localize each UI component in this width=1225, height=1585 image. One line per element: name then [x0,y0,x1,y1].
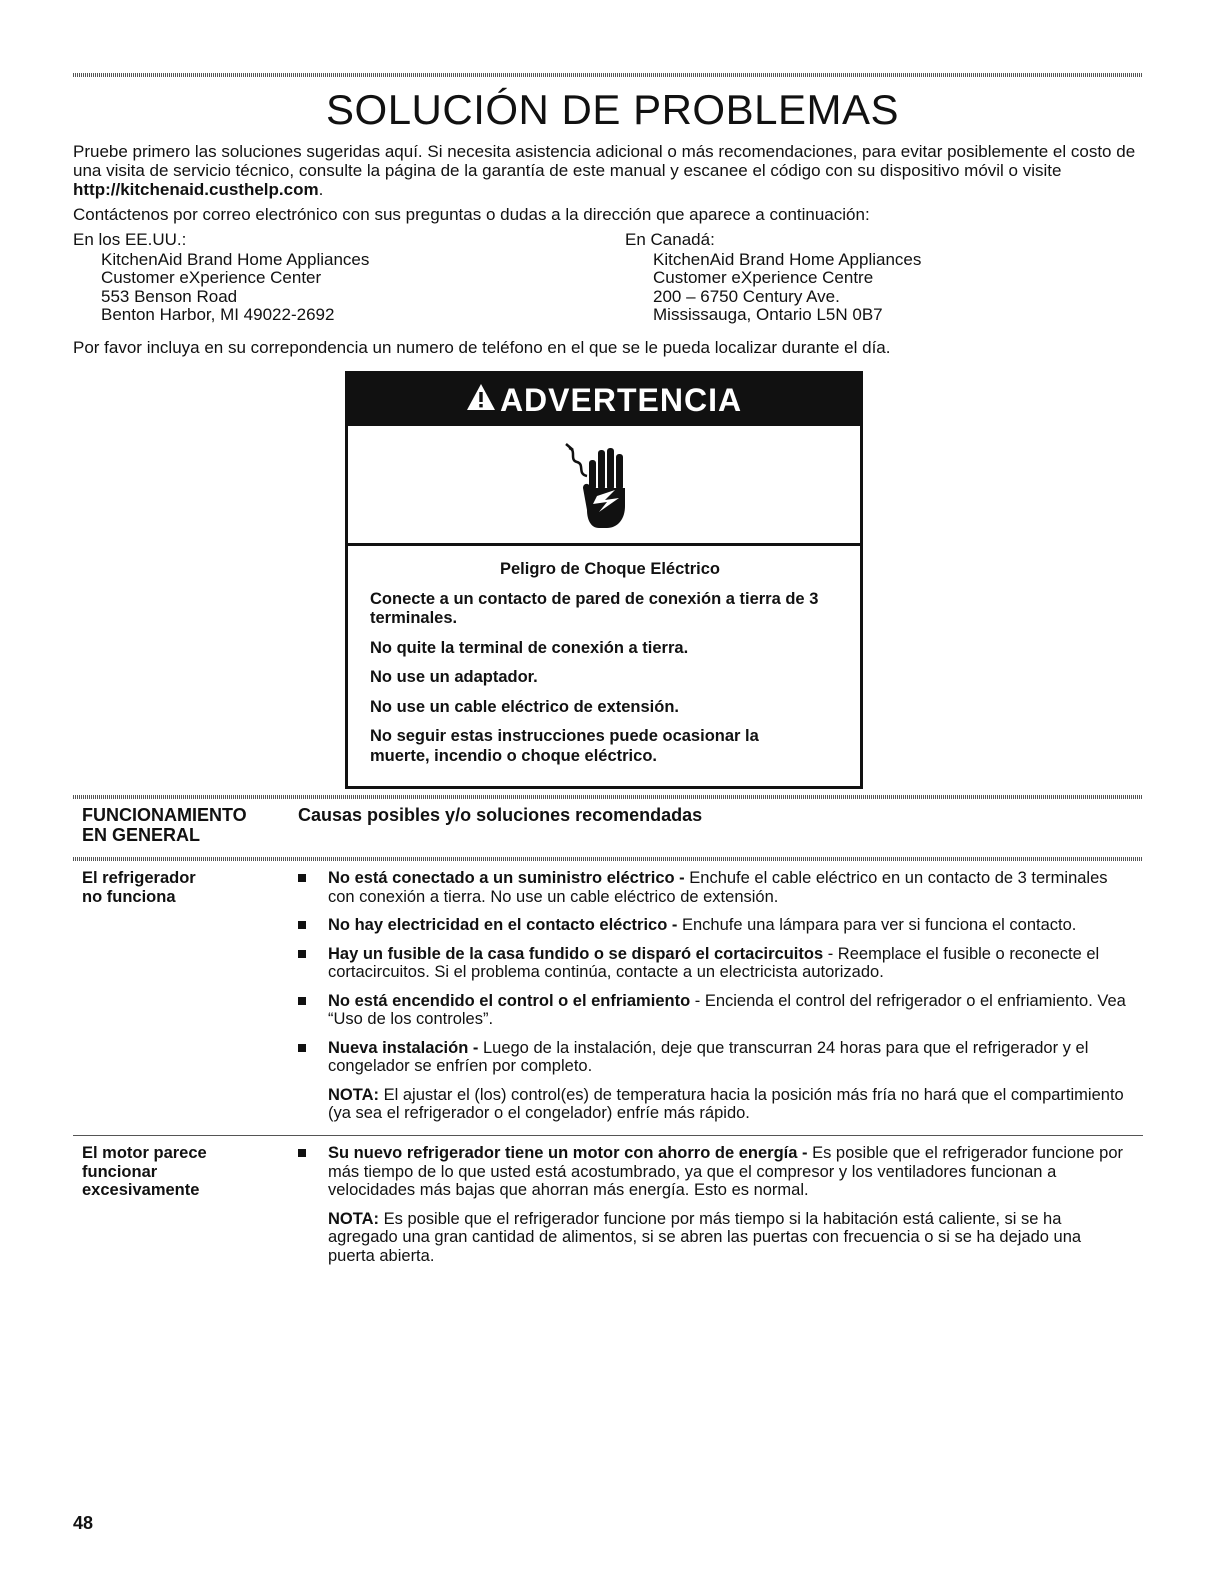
canada-address-line: Mississauga, Ontario L5N 0B7 [653,305,883,324]
canada-heading: En Canadá: [625,230,715,249]
warning-text [370,560,850,776]
canada-address-line: 200 – 6750 Century Ave. [653,286,840,306]
warning-box [345,371,863,789]
bullet-icon [298,874,306,882]
row-solutions [298,869,1128,1133]
bullet-icon [298,950,306,958]
solution-item: Nueva instalación - Luego de la instalación, deje que transcurran 24 horas para que el refrigerador y el congelador se enfríen por completo. [298,1039,1128,1076]
bullet-icon [298,997,306,1005]
us-address-line: Customer eXperience Center [101,268,322,287]
row-label: El motor parece funcionar excesivamente [82,1144,207,1199]
us-address-line: Benton Harbor, MI 49022-2692 [101,305,335,324]
canada-address-line: KitchenAid Brand Home Appliances [653,249,922,269]
warning-subtitle: Peligro de Choque Eléctrico [499,560,721,578]
bullet-icon [298,921,306,929]
solution-item: No está encendido el control o el enfriamiento - Encienda el control del refrigerador o el enfriamiento. Vea “Uso de los controles”. [298,992,1128,1029]
warning-line: No quite la terminal de conexión a tierra. [370,638,689,657]
us-address-line: 553 Benson Road [101,286,238,306]
support-link[interactable]: http://kitchenaid.custhelp.com [73,180,319,199]
phone-line: Por favor incluya en su correpondencia un numero de teléfono en el que se le pueda localizar durante el día. [73,338,891,357]
warning-header-text: ADVERTENCIA [499,381,743,418]
canada-address-block [625,231,921,325]
table-header-causes: Causas posibles y/o soluciones recomendadas [298,805,703,825]
solution-item: Su nuevo refrigerador tiene un motor con ahorro de energía - Es posible que el refrigerador funcione por más tiempo de lo que usted está acostumbrado, ya que el compresor y los ventiladores funcionan a velocidades más bajas que ahorran más energía. Esto es normal. [298,1144,1128,1200]
solution-item: Hay un fusible de la casa fundido o se disparó el cortacircuitos - Reemplace el fusible o reconecte el cortacircuitos. Si el problema continúa, contacte a un electricista autorizado. [298,945,1128,982]
warning-icon-area [348,426,860,546]
contact-line: Contáctenos por correo electrónico con sus preguntas o dudas a la dirección que aparece a continuación: [73,205,870,224]
row-divider [73,1135,1143,1136]
warning-triangle-icon [466,382,496,419]
us-address-line: KitchenAid Brand Home Appliances [101,249,370,269]
table-header-rule [73,857,1143,861]
intro-end: . [318,180,324,199]
intro-paragraph [73,142,1153,199]
canada-address-line: Customer eXperience Centre [653,268,874,287]
us-heading: En los EE.UU.: [73,230,187,249]
table-top-rule [73,795,1143,799]
electrical-shock-hand-icon [563,438,643,538]
us-address-block [73,231,369,325]
warning-line: Conecte a un contacto de pared de conexión a tierra de 3 terminales. [370,589,819,627]
bullet-icon [298,1044,306,1052]
table-header-category: FUNCIONAMIENTO EN GENERAL [82,805,247,845]
warning-line: No use un adaptador. [370,668,538,686]
bullet-icon [298,1149,306,1157]
solution-item: No está conectado a un suministro eléctrico - Enchufe el cable eléctrico en un contacto de 3 terminales con conexión a tierra. No use un cable eléctrico de extensión. [298,869,1128,906]
note: NOTA: Es posible que el refrigerador funcione por más tiempo si la habitación está caliente, si se ha agregado una gran cantidad de alimentos, si se abren las puertas con frecuencia o si se ha dejado una puerta abierta. [328,1209,1082,1265]
warning-line: No seguir estas instrucciones puede ocasionar la muerte, incendio o choque eléctrico. [370,727,759,765]
warning-header [348,374,860,426]
note: NOTA: El ajustar el (los) control(es) de temperatura hacia la posición más fría no hará que el compartimiento (ya sea el refrigerador o el congelador) enfríe más rápido. [328,1085,1124,1122]
page-number: 48 [73,1513,94,1533]
row-label: El refrigerador no funciona [82,869,196,906]
page-title: SOLUCIÓN DE PROBLEMAS [326,86,899,133]
warning-line: No use un cable eléctrico de extensión. [370,697,680,716]
solution-item: No hay electricidad en el contacto eléctrico - Enchufe una lámpara para ver si funciona el contacto. [298,916,1128,935]
top-rule [73,73,1143,77]
intro-text: Pruebe primero las soluciones sugeridas aquí. Si necesita asistencia adicional o más recomendaciones, para evitar posiblemente el costo de una visita de servicio técnico, consulte la página de la garantía de este manual y escanee el código con su dispositivo móvil o visite [73,142,1136,180]
row-solutions [298,1144,1128,1275]
